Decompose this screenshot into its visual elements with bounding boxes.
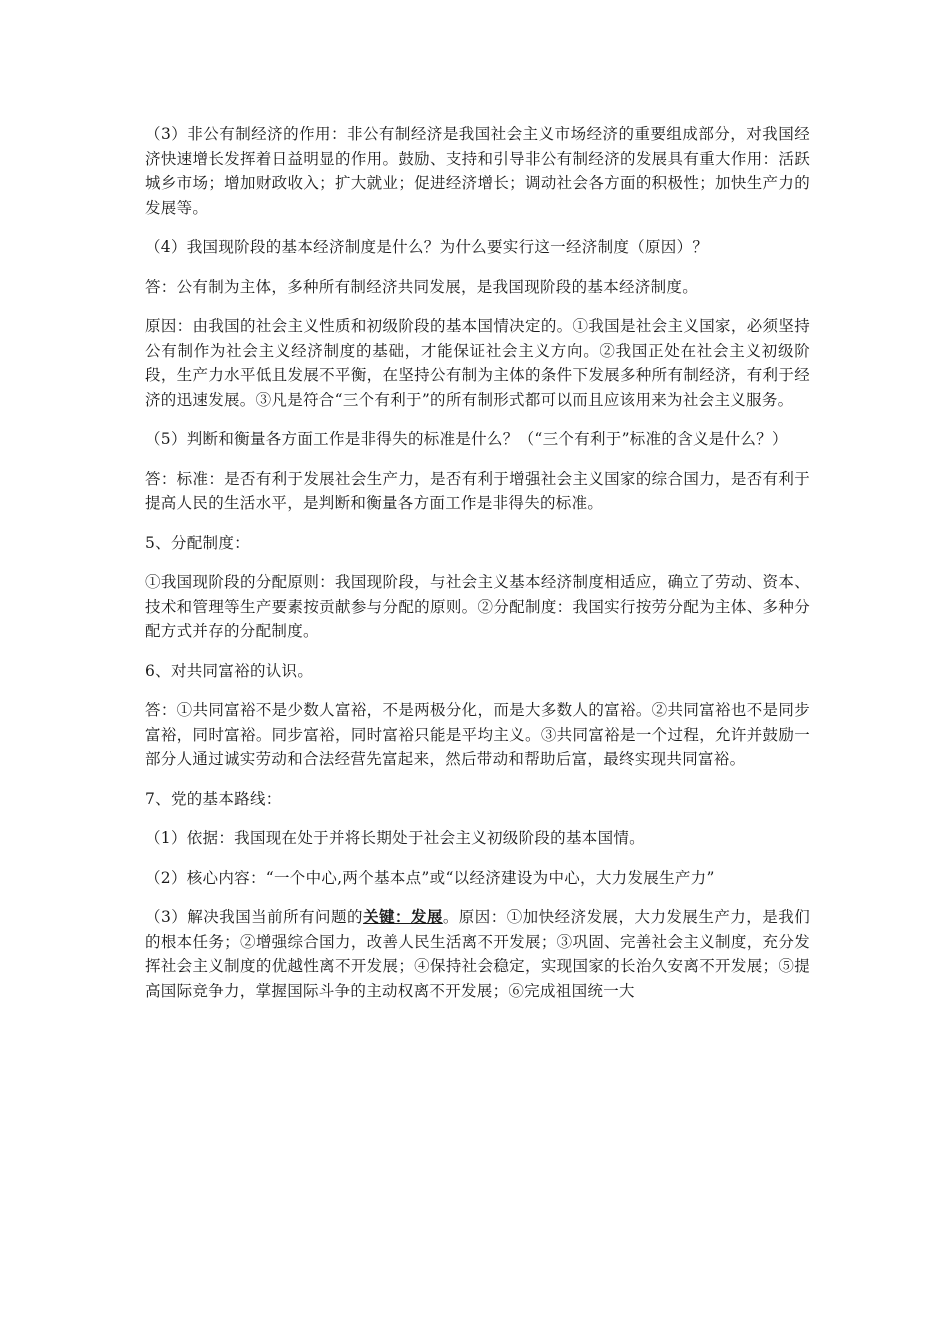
paragraph-reasons: 原因：由我国的社会主义性质和初级阶段的基本国情决定的。①我国是社会主义国家，必须坚持公有制作为社会主义经济制度的基础，才能保证社会主义方向。②我国正处在社会主义初级阶段，生产力水平低且发展不平衡，在坚持公有制为主体的条件下发展多种所有制经济，有利于经济的迅速发展。③凡是符合“三个有利于”的所有制形式都可以而且应该用来为社会主义服务。 bbox=[145, 317, 810, 409]
key-development-prefix: （3）解决我国当前所有问题的 bbox=[145, 908, 363, 926]
answer-standard: 答：标准：是否有利于发展社会生产力，是否有利于增强社会主义国家的综合国力，是否有利于提高人民的生活水平，是判断和衡量各方面工作是非得失的标准。 bbox=[145, 469, 810, 512]
paragraph-core-content: （2）核心内容：“一个中心,两个基本点”或“以经济建设为中心，大力发展生产力” bbox=[145, 868, 715, 887]
paragraph-nonpublic-economy-role: （3）非公有制经济的作用：非公有制经济是我国社会主义市场经济的重要组成部分，对我国经济快速增长发挥着日益明显的作用。鼓励、支持和引导非公有制经济的发展具有重大作用：活跃城乡市场；增加财政收入；扩大就业；促进经济增长；调动社会各方面的积极性；加快生产力的发展等。 bbox=[145, 125, 810, 217]
question-basic-economic-system: （4）我国现阶段的基本经济制度是什么？为什么要实行这一经济制度（原因）？ bbox=[145, 238, 709, 256]
heading-party-basic-line: 7、党的基本路线： bbox=[145, 789, 282, 808]
key-development-emphasis: 关键：发展 bbox=[362, 907, 443, 926]
paragraph-basis: （1）依据：我国现在处于并将长期处于社会主义初级阶段的基本国情。 bbox=[145, 829, 645, 847]
heading-distribution-system: 5、分配制度： bbox=[145, 533, 250, 552]
answer-basic-economic-system: 答：公有制为主体，多种所有制经济共同发展，是我国现阶段的基本经济制度。 bbox=[145, 277, 699, 296]
answer-common-prosperity: 答：①共同富裕不是少数人富裕，不是两极分化，而是大多数人的富裕。②共同富裕也不是同步富裕，同时富裕。同步富裕，同时富裕只能是平均主义。③共同富裕是一个过程，允许并鼓励一部分人通过诚实劳动和合法经营先富起来，然后带动和帮助后富，最终实现共同富裕。 bbox=[145, 701, 810, 768]
key-development-suffix: 。原因：①加快经济发展，大力发展生产力，是我们的根本任务；②增强综合国力，改善人民生活离不开发展；③巩固、完善社会主义制度，充分发挥社会主义制度的优越性离不开发展；④保持社会稳定，实现国家的长治久安离不开发展；⑤提高国际竞争力，掌握国际斗争的主动权离不开发展；⑥完成祖国统一大 bbox=[145, 908, 810, 1000]
paragraph-key-development bbox=[145, 905, 810, 1003]
paragraph-distribution-principle: ①我国现阶段的分配原则：我国现阶段，与社会主义基本经济制度相适应，确立了劳动、资本、技术和管理等生产要素按贡献参与分配的原则。②分配制度：我国实行按劳分配为主体、多种分配方式并存的分配制度。 bbox=[145, 573, 810, 640]
question-standard: （5）判断和衡量各方面工作是非得失的标准是什么？（“三个有利于”标准的含义是什么？） bbox=[145, 430, 788, 448]
heading-common-prosperity: 6、对共同富裕的认识。 bbox=[145, 661, 314, 680]
document-page bbox=[145, 122, 810, 1018]
